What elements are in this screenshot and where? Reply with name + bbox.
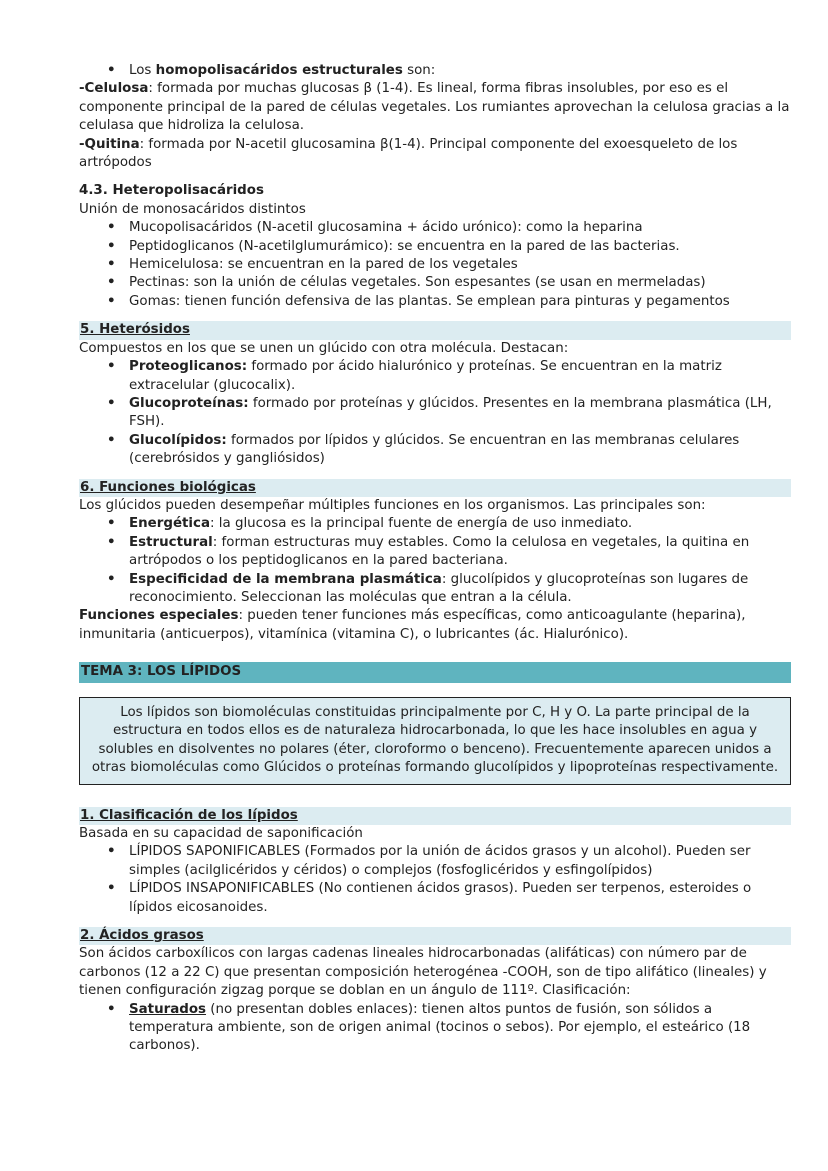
list-item: • LÍPIDOS INSAPONIFICABLES (No contienen ácidos grasos). Pueden ser terpenos, esteroides o lípidos eicosanoides.: [129, 880, 791, 917]
document-page: [79, 62, 791, 1056]
list-item: • Peptidoglicanos (N-acetilglumurámico): se encuentra en la pared de las bacterias.: [129, 238, 791, 256]
definition-box: Los lípidos son biomoléculas constituidas principalmente por C, H y O. La parte principal de la estructura en todos ellos es de naturaleza hidrocarbonada, lo que les hace insolubles en agua y solubles en disolventes no polares (éter, cloroformo o benceno). Frecuentemente aparecen unidos a otras biomoléculas como Glúcidos o proteínas formando glucolípidos y lipoproteínas respectivamente.: [79, 697, 791, 785]
heterosidos-heading: 5. Heterósidos: [79, 321, 791, 339]
heteropolisacaridos-list: [79, 219, 791, 311]
homopolisacaridos-bullet: • Los homopolisacáridos estructurales son:: [79, 62, 791, 80]
clasificacion-list: [79, 843, 791, 917]
list-item: • Gomas: tienen función defensiva de las plantas. Se emplean para pinturas y pegamentos: [129, 293, 791, 311]
funciones-heading: 6. Funciones biológicas: [79, 479, 791, 497]
acidos-grasos-list: [79, 1001, 791, 1056]
list-item: • LÍPIDOS SAPONIFICABLES (Formados por la unión de ácidos grasos y un alcohol). Pueden ser simples (acilglicéridos y céridos) o complejos (fosfoglicéridos y esfingolípidos): [129, 843, 791, 880]
list-item: • Pectinas: son la unión de células vegetales. Son espesantes (se usan en mermeladas): [129, 274, 791, 292]
list-item: • Glucolípidos: formados por lípidos y glúcidos. Se encuentran en las membranas celulares (cerebrósidos y gangliósidos): [129, 432, 791, 469]
funciones-list: [79, 515, 791, 607]
heteropolisacaridos-intro: Unión de monosacáridos distintos: [79, 201, 306, 217]
heterosidos-list: [79, 358, 791, 468]
list-item: • Proteoglicanos: formado por ácido hialurónico y proteínas. Se encuentran en la matriz extracelular (glucocalix).: [129, 358, 791, 395]
list-item: • Energética: la glucosa es la principal fuente de energía de uso inmediato.: [129, 515, 791, 533]
list-item: • Especificidad de la membrana plasmática: glucolípidos y glucoproteínas son lugares de reconocimiento. Seleccionan las moléculas que entran a la célula.: [129, 571, 791, 608]
acidos-grasos-intro: Son ácidos carboxílicos con largas cadenas lineales hidrocarbonadas (alifáticas) con número par de carbonos (12 a 22 C) que presentan composición heterogénea -COOH, son de tipo alifático (lineales) y tienen configuración zigzag porque se doblan en un ángulo de 111º. Clasificación:: [79, 946, 767, 999]
list-item: • Estructural: forman estructuras muy estables. Como la celulosa en vegetales, la quitina en artrópodos o los peptidoglicanos en la pared bacteriana.: [129, 534, 791, 571]
clasificacion-intro: Basada en su capacidad de saponificación: [79, 826, 363, 841]
heteropolisacaridos-heading: 4.3. Heteropolisacáridos: [79, 183, 264, 199]
tema-heading: TEMA 3: LOS LÍPIDOS: [79, 662, 791, 682]
acidos-grasos-heading: 2. Ácidos grasos: [79, 927, 791, 945]
quitina-paragraph: -Quitina: formada por N-acetil glucosamina β(1-4). Principal componente del exoesqueleto de los artrópodos: [79, 136, 738, 171]
list-item: • Glucoproteínas: formado por proteínas y glúcidos. Presentes en la membrana plasmática (LH, FSH).: [129, 395, 791, 432]
funciones-intro: Los glúcidos pueden desempeñar múltiples funciones en los organismos. Las principales son:: [79, 497, 706, 513]
funciones-especiales-paragraph: Funciones especiales: pueden tener funciones más específicas, como anticoagulante (heparina), inmunitaria (anticuerpos), vitamínica (vitamina C), o lubricantes (ác. Hialurónico).: [79, 608, 746, 642]
list-item: • Mucopolisacáridos (N-acetil glucosamina + ácido urónico): como la heparina: [129, 219, 791, 237]
celulosa-paragraph: -Celulosa: formada por muchas glucosas β (1-4). Es lineal, forma fibras insolubles, por eso es el componente principal de la pared de células vegetales. Los rumiantes aprovechan la celulosa gracias a la celulasa que hidroliza la celulosa.: [79, 81, 790, 134]
clasificacion-heading: 1. Clasificación de los lípidos: [79, 807, 791, 825]
list-item: • Hemicelulosa: se encuentran en la pared de los vegetales: [129, 256, 791, 274]
heterosidos-intro: Compuestos en los que se unen un glúcido con otra molécula. Destacan:: [79, 340, 569, 356]
list-item: • Saturados (no presentan dobles enlaces): tienen altos puntos de fusión, son sólidos a temperatura ambiente, son de origen animal (tocinos o sebos). Por ejemplo, el esteárico (18 carbonos).: [129, 1001, 791, 1056]
